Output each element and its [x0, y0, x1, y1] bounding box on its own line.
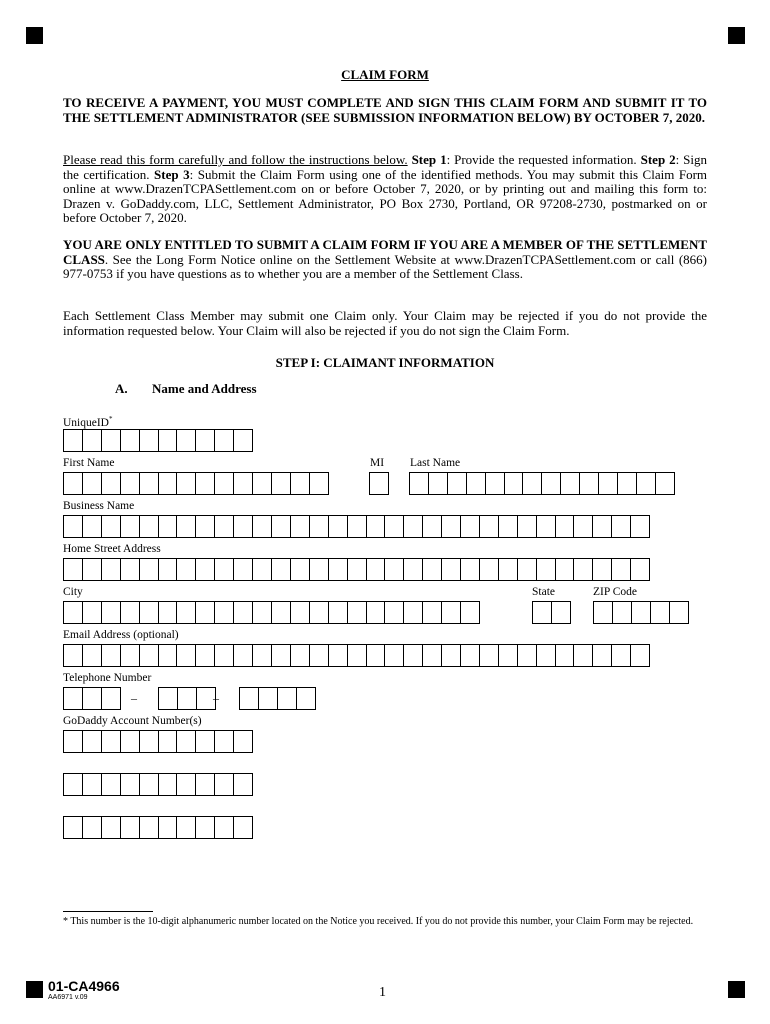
char-box[interactable] — [63, 429, 83, 452]
char-box[interactable] — [498, 644, 518, 667]
char-box[interactable] — [176, 472, 196, 495]
city-label: City — [63, 586, 83, 598]
char-box[interactable] — [579, 472, 599, 495]
char-box[interactable] — [617, 472, 637, 495]
char-box[interactable] — [233, 472, 253, 495]
char-box[interactable] — [428, 472, 448, 495]
char-box[interactable] — [369, 472, 389, 495]
registration-mark-top-left — [26, 27, 43, 44]
char-box[interactable] — [139, 644, 159, 667]
char-box[interactable] — [536, 515, 556, 538]
char-box[interactable] — [441, 515, 461, 538]
last-name-field[interactable] — [409, 472, 674, 495]
section-letter: A. — [115, 381, 128, 396]
char-box[interactable] — [195, 601, 215, 624]
char-box[interactable] — [233, 773, 253, 796]
godaddy-account-field-3[interactable] — [63, 816, 252, 839]
char-box[interactable] — [328, 515, 348, 538]
telephone-separator-1: – — [131, 691, 137, 705]
char-box[interactable] — [176, 816, 196, 839]
char-box[interactable] — [592, 644, 612, 667]
telephone-prefix-field[interactable] — [158, 687, 215, 710]
char-box[interactable] — [214, 558, 234, 581]
mi-label: MI — [370, 457, 385, 469]
char-box[interactable] — [214, 601, 234, 624]
char-box[interactable] — [441, 558, 461, 581]
unique-id-footnote-mark: * — [109, 415, 113, 423]
first-name-field[interactable] — [63, 472, 328, 495]
char-box[interactable] — [309, 644, 329, 667]
business-name-label: Business Name — [63, 500, 135, 512]
char-box[interactable] — [447, 472, 467, 495]
char-box[interactable] — [233, 644, 253, 667]
char-box[interactable] — [252, 558, 272, 581]
char-box[interactable] — [214, 730, 234, 753]
state-label: State — [532, 586, 555, 598]
char-box[interactable] — [598, 472, 618, 495]
step2-label: Step 2 — [640, 152, 676, 167]
char-box[interactable] — [120, 816, 140, 839]
char-box[interactable] — [63, 730, 83, 753]
char-box[interactable] — [82, 687, 102, 710]
char-box[interactable] — [366, 644, 386, 667]
telephone-line-field[interactable] — [239, 687, 315, 710]
char-box[interactable] — [422, 644, 442, 667]
char-box[interactable] — [176, 730, 196, 753]
char-box[interactable] — [384, 644, 404, 667]
char-box[interactable] — [536, 558, 556, 581]
char-box[interactable] — [271, 644, 291, 667]
char-box[interactable] — [611, 558, 631, 581]
char-box[interactable] — [233, 730, 253, 753]
char-box[interactable] — [384, 601, 404, 624]
one-claim-paragraph: Each Settlement Class Member may submit one Claim only. Your Claim may be rejected if you do not provide the information requested below. Your Claim will also be rejected if you do not sign the Claim Form. — [63, 308, 707, 338]
char-box[interactable] — [536, 644, 556, 667]
step2-text: : Sign the certification. — [63, 152, 708, 182]
char-box[interactable] — [214, 644, 234, 667]
char-box[interactable] — [101, 429, 121, 452]
business-name-field[interactable] — [63, 515, 649, 538]
step3-text: : Submit the Claim Form using one of the identified methods. You may submit this Claim Form online at www.DrazenTCPASettlement.com on or before October 7, 2020, or by printing out and mailing this form to: Drazen v. GoDaddy.com, LLC, Settlement Administrator, PO Box 2730, Portland, OR 97208-2730, postmarked on or before October 7, 2020. — [63, 166, 708, 225]
char-box[interactable] — [158, 515, 178, 538]
char-box[interactable] — [296, 687, 316, 710]
char-box[interactable] — [309, 472, 329, 495]
char-box[interactable] — [101, 558, 121, 581]
char-box[interactable] — [158, 429, 178, 452]
char-box[interactable] — [479, 515, 499, 538]
unique-id-label — [63, 413, 113, 430]
char-box[interactable] — [120, 601, 140, 624]
char-box[interactable] — [403, 644, 423, 667]
char-box[interactable] — [409, 472, 429, 495]
char-box[interactable] — [233, 558, 253, 581]
char-box[interactable] — [120, 558, 140, 581]
last-name-label: Last Name — [410, 457, 461, 469]
char-box[interactable] — [669, 601, 689, 624]
char-box[interactable] — [555, 644, 575, 667]
char-box[interactable] — [271, 601, 291, 624]
char-box[interactable] — [517, 515, 537, 538]
char-box[interactable] — [271, 472, 291, 495]
eligibility-bold: YOU ARE ONLY ENTITLED TO SUBMIT A CLAIM FORM IF YOU ARE A MEMBER OF THE SETTLEMENT CLASS — [63, 237, 707, 267]
registration-mark-bottom-left — [26, 981, 43, 998]
form-code-block — [48, 979, 120, 1002]
char-box[interactable] — [258, 687, 278, 710]
char-box[interactable] — [347, 644, 367, 667]
char-box[interactable] — [366, 515, 386, 538]
char-box[interactable] — [630, 558, 650, 581]
char-box[interactable] — [328, 558, 348, 581]
unique-id-label-text: UniqueID — [63, 416, 109, 429]
char-box[interactable] — [611, 515, 631, 538]
char-box[interactable] — [82, 515, 102, 538]
char-box[interactable] — [195, 816, 215, 839]
eligibility-rest: . See the Long Form Notice online on the Settlement Website at www.DrazenTCPASettlement.com or call (866) 977-0753 if you have questions as to whether you are a member of the Settlement Class. — [63, 251, 707, 281]
char-box[interactable] — [631, 601, 651, 624]
char-box[interactable] — [214, 472, 234, 495]
char-box[interactable] — [158, 558, 178, 581]
char-box[interactable] — [573, 515, 593, 538]
footnote: * This number is the 10-digit alphanumeric number located on the Notice you received. If you do not provide this number, your Claim Form may be rejected. — [63, 916, 694, 927]
char-box[interactable] — [573, 644, 593, 667]
form-title: CLAIM FORM — [341, 67, 429, 82]
email-field[interactable] — [63, 644, 649, 667]
char-box[interactable] — [214, 429, 234, 452]
email-label: Email Address (optional) — [63, 629, 179, 641]
char-box[interactable] — [611, 644, 631, 667]
char-box[interactable] — [655, 472, 675, 495]
char-box[interactable] — [158, 730, 178, 753]
char-box[interactable] — [233, 816, 253, 839]
char-box[interactable] — [347, 515, 367, 538]
char-box[interactable] — [592, 515, 612, 538]
char-box[interactable] — [82, 773, 102, 796]
char-box[interactable] — [101, 773, 121, 796]
char-box[interactable] — [82, 558, 102, 581]
char-box[interactable] — [441, 644, 461, 667]
char-box[interactable] — [101, 515, 121, 538]
char-box[interactable] — [466, 472, 486, 495]
char-box[interactable] — [158, 644, 178, 667]
char-box[interactable] — [63, 515, 83, 538]
char-box[interactable] — [82, 816, 102, 839]
char-box[interactable] — [636, 472, 656, 495]
char-box[interactable] — [176, 515, 196, 538]
char-box[interactable] — [612, 601, 632, 624]
char-box[interactable] — [460, 601, 480, 624]
char-box[interactable] — [504, 472, 524, 495]
footnote-rule — [63, 911, 153, 912]
char-box[interactable] — [139, 472, 159, 495]
char-box[interactable] — [120, 515, 140, 538]
char-box[interactable] — [63, 773, 83, 796]
char-box[interactable] — [555, 558, 575, 581]
char-box[interactable] — [158, 816, 178, 839]
char-box[interactable] — [82, 472, 102, 495]
char-box[interactable] — [233, 429, 253, 452]
char-box[interactable] — [214, 816, 234, 839]
eligibility-paragraph — [63, 238, 707, 282]
char-box[interactable] — [176, 644, 196, 667]
char-box[interactable] — [366, 558, 386, 581]
char-box[interactable] — [560, 472, 580, 495]
char-box[interactable] — [479, 558, 499, 581]
char-box[interactable] — [139, 773, 159, 796]
char-box[interactable] — [214, 515, 234, 538]
telephone-area-code-field[interactable] — [63, 687, 120, 710]
char-box[interactable] — [252, 644, 272, 667]
step3-label: Step 3 — [154, 166, 190, 182]
form-subcode: AA6971 v.09 — [48, 994, 88, 1001]
char-box[interactable] — [82, 601, 102, 624]
telephone-separator-2: – — [213, 691, 219, 705]
char-box[interactable] — [422, 601, 442, 624]
char-box[interactable] — [460, 515, 480, 538]
char-box[interactable] — [309, 515, 329, 538]
char-box[interactable] — [158, 687, 178, 710]
char-box[interactable] — [195, 773, 215, 796]
char-box[interactable] — [328, 601, 348, 624]
char-box[interactable] — [195, 558, 215, 581]
char-box[interactable] — [176, 558, 196, 581]
char-box[interactable] — [195, 472, 215, 495]
char-box[interactable] — [593, 601, 613, 624]
char-box[interactable] — [195, 515, 215, 538]
char-box[interactable] — [650, 601, 670, 624]
step-heading: STEP I: CLAIMANT INFORMATION — [275, 355, 495, 370]
char-box[interactable] — [460, 644, 480, 667]
char-box[interactable] — [403, 515, 423, 538]
page-number: 1 — [379, 985, 386, 1000]
char-box[interactable] — [120, 644, 140, 667]
char-box[interactable] — [290, 515, 310, 538]
char-box[interactable] — [63, 558, 83, 581]
section-title: Name and Address — [152, 381, 257, 396]
telephone-label: Telephone Number — [63, 672, 152, 684]
char-box[interactable] — [195, 644, 215, 667]
char-box[interactable] — [120, 773, 140, 796]
form-code: 01-CA4966 — [48, 978, 120, 994]
char-box[interactable] — [460, 558, 480, 581]
char-box[interactable] — [290, 472, 310, 495]
char-box[interactable] — [403, 558, 423, 581]
char-box[interactable] — [573, 558, 593, 581]
zip-label: ZIP Code — [593, 586, 637, 598]
godaddy-account-field-2[interactable] — [63, 773, 252, 796]
char-box[interactable] — [532, 601, 552, 624]
godaddy-account-field-1[interactable] — [63, 730, 252, 753]
char-box[interactable] — [498, 515, 518, 538]
char-box[interactable] — [239, 687, 259, 710]
char-box[interactable] — [139, 558, 159, 581]
char-box[interactable] — [101, 644, 121, 667]
char-box[interactable] — [63, 816, 83, 839]
char-box[interactable] — [290, 644, 310, 667]
char-box[interactable] — [176, 601, 196, 624]
char-box[interactable] — [630, 515, 650, 538]
char-box[interactable] — [63, 687, 83, 710]
char-box[interactable] — [630, 644, 650, 667]
char-box[interactable] — [176, 773, 196, 796]
zip-field[interactable] — [593, 601, 688, 624]
char-box[interactable] — [214, 773, 234, 796]
char-box[interactable] — [177, 687, 197, 710]
char-box[interactable] — [120, 730, 140, 753]
char-box[interactable] — [479, 644, 499, 667]
char-box[interactable] — [139, 601, 159, 624]
char-box[interactable] — [120, 429, 140, 452]
char-box[interactable] — [271, 558, 291, 581]
char-box[interactable] — [309, 601, 329, 624]
char-box[interactable] — [366, 601, 386, 624]
char-box[interactable] — [541, 472, 561, 495]
registration-mark-top-right — [728, 27, 745, 44]
char-box[interactable] — [158, 472, 178, 495]
mi-field[interactable] — [369, 472, 388, 495]
char-box[interactable] — [403, 601, 423, 624]
char-box[interactable] — [101, 601, 121, 624]
char-box[interactable] — [63, 644, 83, 667]
home-street-field[interactable] — [63, 558, 649, 581]
char-box[interactable] — [158, 773, 178, 796]
char-box[interactable] — [63, 472, 83, 495]
char-box[interactable] — [551, 601, 571, 624]
char-box[interactable] — [63, 601, 83, 624]
char-box[interactable] — [233, 515, 253, 538]
char-box[interactable] — [101, 687, 121, 710]
godaddy-account-label: GoDaddy Account Number(s) — [63, 715, 202, 727]
char-box[interactable] — [139, 515, 159, 538]
char-box[interactable] — [158, 601, 178, 624]
char-box[interactable] — [498, 558, 518, 581]
char-box[interactable] — [290, 558, 310, 581]
char-box[interactable] — [384, 558, 404, 581]
char-box[interactable] — [139, 816, 159, 839]
unique-id-field[interactable] — [63, 429, 252, 452]
char-box[interactable] — [328, 644, 348, 667]
first-name-label: First Name — [63, 457, 115, 469]
char-box[interactable] — [592, 558, 612, 581]
char-box[interactable] — [347, 601, 367, 624]
home-street-label: Home Street Address — [63, 543, 161, 555]
char-box[interactable] — [252, 515, 272, 538]
char-box[interactable] — [422, 515, 442, 538]
char-box[interactable] — [441, 601, 461, 624]
char-box[interactable] — [195, 730, 215, 753]
char-box[interactable] — [277, 687, 297, 710]
char-box[interactable] — [485, 472, 505, 495]
char-box[interactable] — [271, 515, 291, 538]
step1-text: : Provide the requested information. — [446, 152, 637, 167]
char-box[interactable] — [233, 601, 253, 624]
char-box[interactable] — [82, 644, 102, 667]
char-box[interactable] — [522, 472, 542, 495]
char-box[interactable] — [555, 515, 575, 538]
char-box[interactable] — [195, 429, 215, 452]
deadline-headline: TO RECEIVE A PAYMENT, YOU MUST COMPLETE AND SIGN THIS CLAIM FORM AND SUBMIT IT TO THE SETTLEMENT ADMINISTRATOR (SEE SUBMISSION INFORMATION BELOW) BY OCTOBER 7, 2020. — [63, 95, 707, 125]
char-box[interactable] — [290, 601, 310, 624]
char-box[interactable] — [252, 601, 272, 624]
char-box[interactable] — [139, 730, 159, 753]
char-box[interactable] — [139, 429, 159, 452]
state-field[interactable] — [532, 601, 570, 624]
char-box[interactable] — [309, 558, 329, 581]
step1-label: Step 1 — [411, 152, 447, 167]
char-box[interactable] — [347, 558, 367, 581]
char-box[interactable] — [101, 472, 121, 495]
char-box[interactable] — [517, 644, 537, 667]
instructions-intro: Please read this form carefully and follow the instructions below. — [63, 152, 408, 167]
registration-mark-bottom-right — [728, 981, 745, 998]
char-box[interactable] — [101, 816, 121, 839]
char-box[interactable] — [82, 429, 102, 452]
char-box[interactable] — [82, 730, 102, 753]
char-box[interactable] — [176, 429, 196, 452]
char-box[interactable] — [120, 472, 140, 495]
city-field[interactable] — [63, 601, 479, 624]
char-box[interactable] — [252, 472, 272, 495]
char-box[interactable] — [101, 730, 121, 753]
char-box[interactable] — [422, 558, 442, 581]
instructions-paragraph — [63, 153, 707, 226]
char-box[interactable] — [384, 515, 404, 538]
char-box[interactable] — [517, 558, 537, 581]
